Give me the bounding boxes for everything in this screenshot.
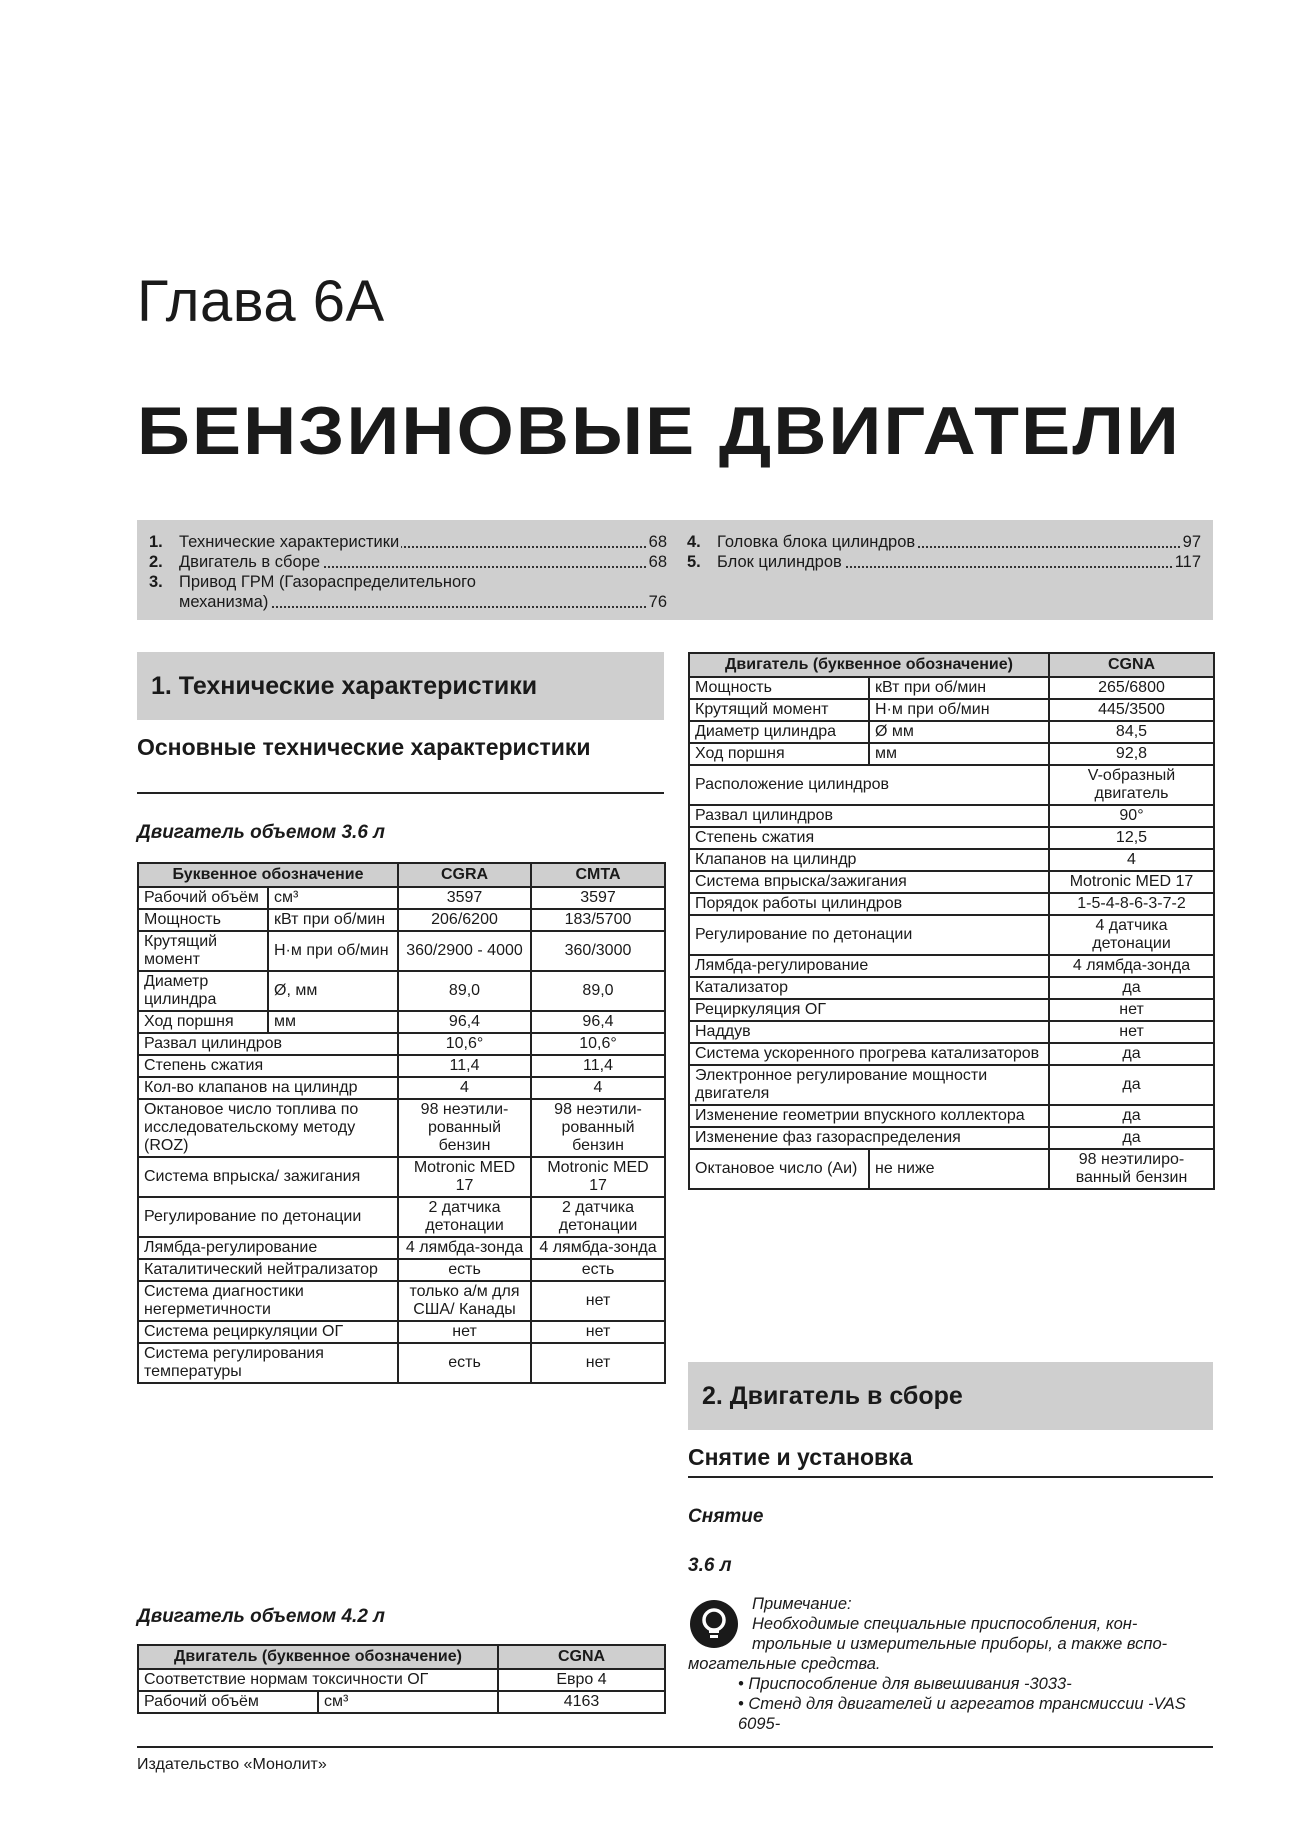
table-row: Система диагностики негерметичности только а/м для США/ Канады нет (138, 1281, 665, 1321)
removal-label: Снятие (688, 1506, 764, 1527)
page-title: БЕНЗИНОВЫЕ ДВИГАТЕЛИ (137, 393, 1181, 469)
toc-item[interactable]: 1. Технические характеристики 68 (149, 533, 667, 551)
table-row: Система рециркуляции ОГ нет нет (138, 1321, 665, 1343)
section-1-header: 1. Технические характеристики (137, 652, 664, 720)
table-row: Степень сжатия 12,5 (689, 827, 1214, 849)
toc-left-column (149, 532, 667, 612)
table-row: Октановое число (Аи) не ниже 98 неэтилиро-ванный бензин (689, 1149, 1214, 1189)
table-row: Порядок работы цилиндров 1-5-4-8-6-3-7-2 (689, 893, 1214, 915)
section-2-subtitle: Снятие и установка (688, 1444, 1213, 1478)
note-list-item: • Приспособление для вывешивания -3033- (738, 1675, 1072, 1693)
toc-item[interactable]: 3. Привод ГРМ (Газораспределительного механизма) 76 (149, 573, 667, 611)
table-row: Лямбда-регулирование 4 лямбда-зонда 4 лямбда-зонда (138, 1237, 665, 1259)
table-row: Система ускоренного прогрева катализаторов да (689, 1043, 1214, 1065)
toc-item[interactable]: 2. Двигатель в сборе 68 (149, 553, 667, 571)
table-row: Крутящий момент Н·м при об/мин 360/2900 - 4000 360/3000 (138, 931, 665, 971)
section-1-subtitle: Основные технические характеристики (137, 734, 664, 794)
table-row: Рециркуляция ОГ нет (689, 999, 1214, 1021)
toc-item[interactable]: 5. Блок цилиндров 117 (687, 553, 1201, 571)
table-row: Изменение геометрии впускного коллектора да (689, 1105, 1214, 1127)
table-header-row: Двигатель (буквенное обозначение) CGNA (138, 1645, 665, 1669)
table-row: Каталитический нейтрализатор есть есть (138, 1259, 665, 1281)
chapter-label: Глава 6А (137, 269, 385, 334)
table-row: Кол-во клапанов на цилиндр 4 4 (138, 1077, 665, 1099)
table-of-contents (137, 520, 1213, 620)
table-row: Октановое число топлива по исследовательскому методу (ROZ) 98 неэтили-рованный бензин 98 неэтили-рованный бензин (138, 1099, 665, 1157)
table-row: Система впрыска/ зажигания Motronic MED 17 Motronic MED 17 (138, 1157, 665, 1197)
table-row: Ход поршня мм 92,8 (689, 743, 1214, 765)
toc-item[interactable]: 4. Головка блока цилиндров 97 (687, 533, 1201, 551)
table-row: Рабочий объём см³ 3597 3597 (138, 887, 665, 909)
engine-42-label: Двигатель объемом 4.2 л (137, 1606, 385, 1627)
spec-table-42 (137, 1644, 666, 1714)
table-row: Регулирование по детонации 4 датчика детонации (689, 915, 1214, 955)
table-row: Мощность кВт при об/мин 265/6800 (689, 677, 1214, 699)
footer-publisher: Издательство «Монолит» (137, 1756, 327, 1773)
table-row: Развал цилиндров 10,6° 10,6° (138, 1033, 665, 1055)
table-header-row: Буквенное обозначение CGRA CMTA (138, 863, 665, 887)
table-row: Ход поршня мм 96,4 96,4 (138, 1011, 665, 1033)
table-row: Изменение фаз газораспределения да (689, 1127, 1214, 1149)
table-row: Соответствие нормам токсичности ОГ Евро 4 (138, 1669, 665, 1691)
table-row: Развал цилиндров 90° (689, 805, 1214, 827)
table-row: Мощность кВт при об/мин 206/6200 183/5700 (138, 909, 665, 931)
table-row: Расположение цилиндров V-образный двигатель (689, 765, 1214, 805)
toc-right-column (687, 532, 1201, 572)
table-row: Наддув нет (689, 1021, 1214, 1043)
volume-label: 3.6 л (688, 1555, 732, 1576)
table-row: Катализатор да (689, 977, 1214, 999)
table-row: Клапанов на цилиндр 4 (689, 849, 1214, 871)
table-row: Система регулирования температуры есть нет (138, 1343, 665, 1383)
table-row: Степень сжатия 11,4 11,4 (138, 1055, 665, 1077)
table-row: Диаметр цилиндра Ø мм 84,5 (689, 721, 1214, 743)
spec-table-36 (137, 862, 666, 1384)
table-row: Электронное регулирование мощности двигателя да (689, 1065, 1214, 1105)
table-row: Рабочий объём см³ 4163 (138, 1691, 665, 1713)
table-row: Диаметр цилиндра Ø, мм 89,0 89,0 (138, 971, 665, 1011)
table-header-row: Двигатель (буквенное обозначение) CGNA (689, 653, 1214, 677)
note-block: Примечание: Необходимые специальные приспособления, кон- трольные и измерительные приборы, а также вспо- могательные средства. • Приспособление для вывешивания -3033- • Стенд для двигателей и агрегатов трансмиссии -VAS 6095- (688, 1594, 1213, 1734)
table-row: Крутящий момент Н·м при об/мин 445/3500 (689, 699, 1214, 721)
engine-36-label: Двигатель объемом 3.6 л (137, 822, 385, 843)
table-row: Лямбда-регулирование 4 лямбда-зонда (689, 955, 1214, 977)
spec-table-cgna (688, 652, 1215, 1190)
section-2-header: 2. Двигатель в сборе (688, 1362, 1213, 1430)
table-row: Регулирование по детонации 2 датчика детонации 2 датчика детонации (138, 1197, 665, 1237)
footer-divider (137, 1746, 1213, 1748)
table-row: Система впрыска/зажигания Motronic MED 17 (689, 871, 1214, 893)
note-list-item: • Стенд для двигателей и агрегатов трансмиссии -VAS 6095- (738, 1695, 1186, 1733)
